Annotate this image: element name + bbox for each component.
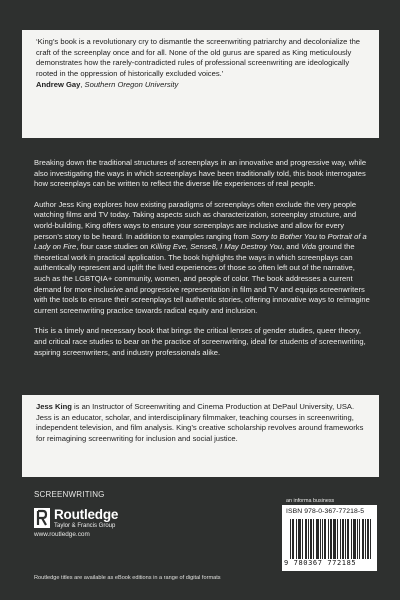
para2-text-d: , and: [282, 242, 302, 252]
publisher-group: Taylor & Francis Group: [54, 523, 116, 529]
para2-text-b: to: [316, 231, 328, 241]
endorsement-quote-box: [22, 30, 379, 138]
author-bio: [36, 402, 365, 444]
series-titles: Killing Eve, Sense8, I May Destroy You: [150, 242, 283, 252]
para2-text-a: Author Jess King explores how existing paradigms of screenplays often exclude the very people watching films and TV today. Taking aspects such as characterization, screenplay structure, and world-building, King offers ways to ensure your screenplays are inclusive and allow for every person’s story to be heard. In addition to examples ranging from: [34, 199, 357, 241]
isbn-label: ISBN 978-0-367-77218-5: [286, 508, 365, 515]
author-bio-box: [22, 395, 379, 477]
author-name: Jess King: [36, 402, 72, 411]
description-paragraph-1: Breaking down the traditional structures of screenplays in an innovative and progressive way, while also investigating the ways in which screenplays have been traditionally told, this book interrogates how screenplays can be written to reflect the diverse life experiences of real people.: [34, 158, 367, 189]
description-paragraph-2: [34, 200, 370, 317]
barcode-digits: 9 780367 772185: [284, 559, 357, 567]
endorsement-quote-text: ‘King’s book is a revolutionary cry to dismantle the screenwriting patriarchy and decolonialize the craft of the screenplay once and for all. None of the old gurus are spared as King meticulously demonstrates how the rarely-contradicted rules of professional screenwriting are ideologically rooted in the oppression of historically excluded voices.’: [36, 37, 361, 78]
description-paragraph-3: This is a timely and necessary book that brings the critical lenses of gender studies, queer theory, and critical race studies to bear on the practice of screenwriting, ideal for students of screenwriting, aspiring screenwriters, and industry professionals alike.: [34, 326, 366, 357]
endorsement-author-name: Andrew Gay: [36, 80, 81, 90]
film-title: Sorry to Bother You: [250, 231, 317, 241]
film-title: Portrait of a Lady on Fire: [34, 231, 367, 252]
para2-text-e: ground the theoretical work in practical application. The book highlights the ways in which screenplays can authentically represent and uplift the lived experiences of those so often left out of the narrative, such as the LGBTQIA+ community, women, and people of color. The book addresses a current demand for more inclusive and progressive representation in film and TV and equips screenwriters with the tools to ensure their screenplays tell authentic stories, offering innovative ways to reimagine current screenwriting practice towards radical equity and inclusion.: [34, 242, 370, 315]
ebook-note: Routledge titles are available as eBook editions in a range of digital formats: [34, 575, 221, 581]
endorsement-author: Andrew Gay, Southern Oregon University: [36, 80, 179, 90]
informa-tagline: an informa business: [286, 498, 335, 504]
routledge-logo-icon: [34, 508, 50, 528]
publisher-website: www.routledge.com: [34, 531, 90, 538]
para2-text-c: , four case studies on: [76, 242, 151, 252]
subject-category: SCREENWRITING: [34, 490, 105, 499]
barcode-box: [282, 505, 377, 571]
series-title: Vida: [301, 242, 317, 252]
endorsement-author-affiliation: Southern Oregon University: [84, 80, 179, 90]
publisher-name: Routledge: [54, 507, 119, 522]
barcode-icon: [290, 519, 372, 559]
author-bio-text: is an Instructor of Screenwriting and Cinema Production at DePaul University, USA. Jess is an educator, scholar, and interdisciplinary filmmaker, teaching courses in screenwriting, independent television, and film analysis. King’s creative scholarship revolves around frameworks for reimagining screenwriting for inclusion and social justice.: [36, 402, 364, 443]
book-description: [34, 158, 370, 368]
